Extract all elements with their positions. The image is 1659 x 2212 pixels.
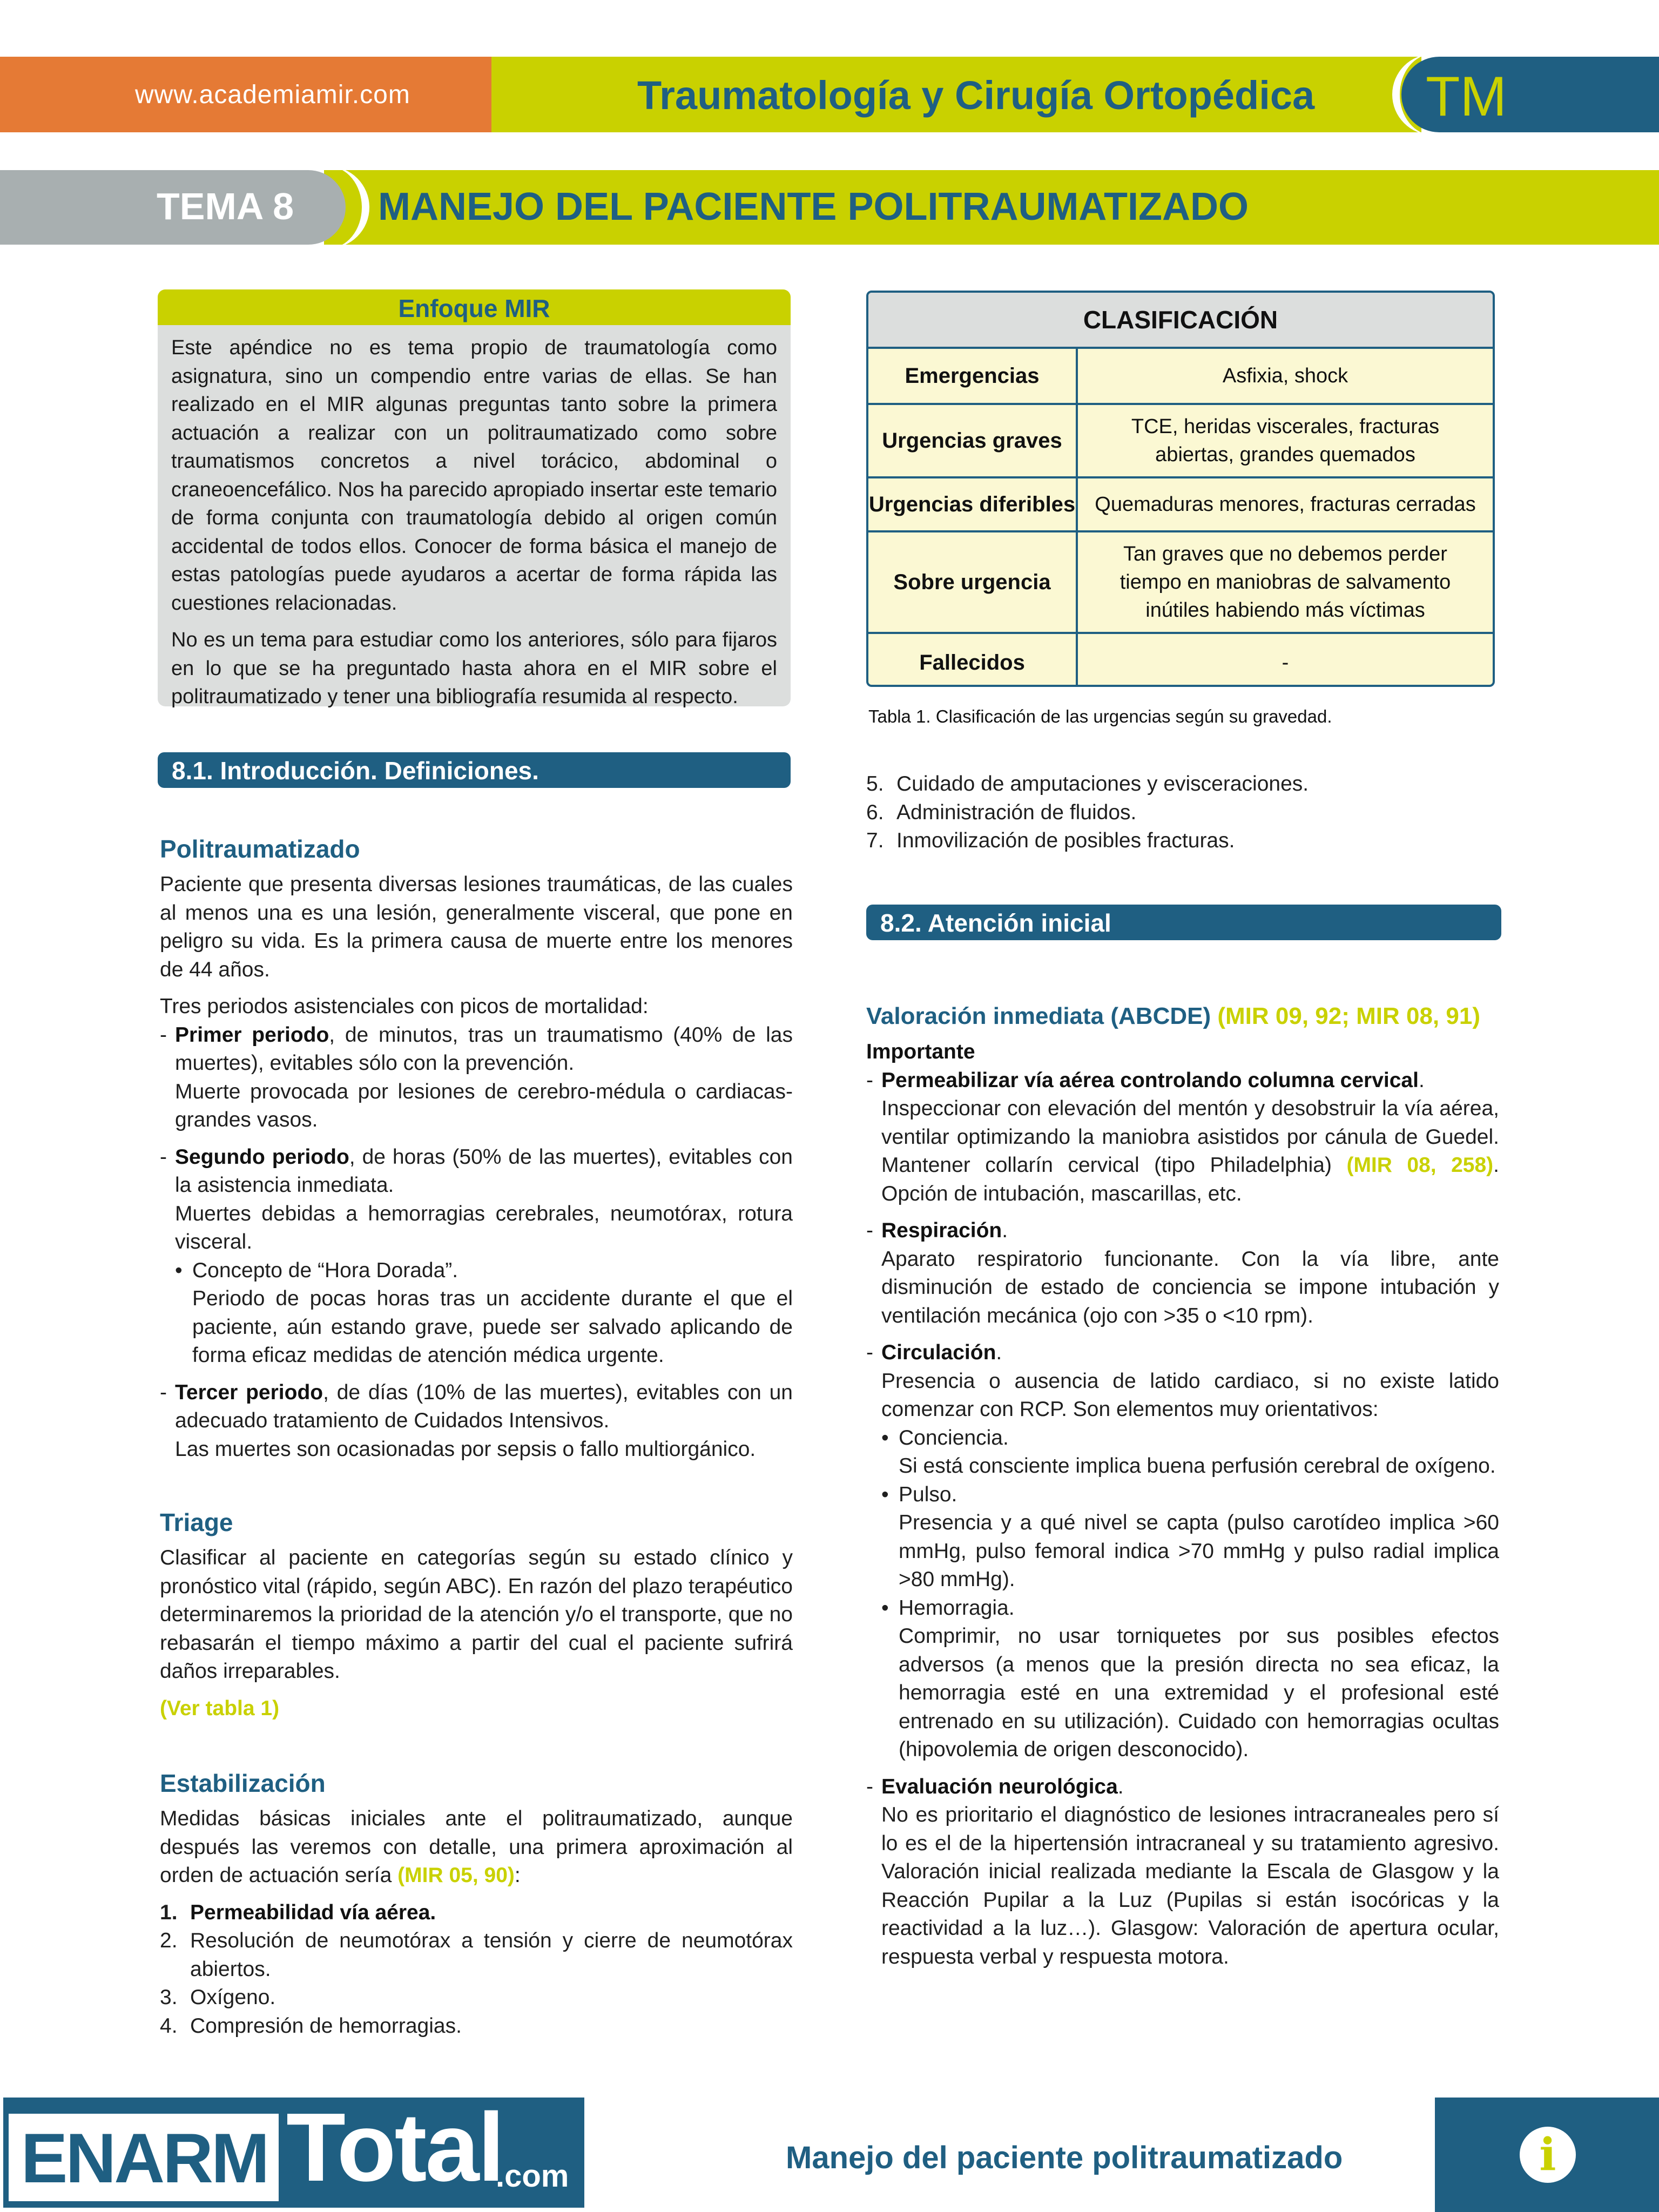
bullet-text: Si está consciente implica buena perfusión cerebral de oxígeno. [899, 1454, 1496, 1478]
subheading-estabilizacion: Estabilización [160, 1769, 326, 1797]
step-text: Resolución de neumotórax a tensión y cierre de neumotórax abiertos. [190, 1929, 793, 1981]
item-text: Inspeccionar con elevación del mentón y desobstruir la vía aérea, ventilar optimizando la maniobra asistidos por cánula de Guedel. Mantener collarín cervical (tipo Philadelphia) [881, 1097, 1499, 1177]
mir-reference: (MIR 09, 92; MIR 08, 91) [1217, 1003, 1480, 1029]
step-item [160, 1927, 793, 1984]
dash-marker: - [866, 1341, 873, 1364]
dash-marker: - [160, 1145, 167, 1169]
bullet-item [881, 1481, 1499, 1594]
table-cell-category: Urgencias graves [868, 405, 1078, 476]
enfoque-paragraph: No es un tema para estudiar como los anteriores, sólo para fijaros en lo que se ha preguntado hasta ahora en el MIR sobre el politraumatizado y tener una bibliografía resumida al respecto. [171, 629, 777, 708]
enfoque-title: Enfoque MIR [398, 294, 550, 322]
period-title: Tercer periodo [175, 1380, 323, 1404]
table-caption: Tabla 1. Clasificación de las urgencias según su gravedad. [868, 706, 1332, 726]
colon: : [514, 1864, 521, 1887]
table-row [868, 530, 1493, 632]
bullet-item [881, 1594, 1499, 1764]
abcde-item-circulacion: - Circulación. Presencia o ausencia de latido cardiaco, si no existe latido comenzar con RCP. Son elementos muy orientativos: • Conciencia. Si está consciente implica buena perfusión cerebral de oxígeno. • Pulso. Presencia y a qué nivel se capta (pulso carotídeo implica >60 mmHg, pulso femoral indica >70 mmHg y pulso radial implica >80 mmHg). • Hemorragia. Comprimir, no usar torniquetes por sus posibles efectos adversos (a menos que la presión directa no sea eficaz, la hemorragia esté en una extremidad y el profesional esté entrenado en su utilización). Cuidado con hemorragias ocultas (hipovolemia de origen desconocido). [866, 1339, 1499, 1764]
info-icon[interactable]: i [1520, 2127, 1576, 2183]
item-text: Aparato respiratorio funcionante. Con la vía libre, ante disminución de estado de conciencia se impone intubación y ventilación mecánica (ojo con >35 o <10 rpm). [881, 1247, 1499, 1327]
bullet-text: Comprimir, no usar torniquetes por sus posibles efectos adversos (a menos que la presión directa no sea eficaz, la hemorragia esté en una extremidad y el profesional esté entrenado en su utilización). Cuidado con hemorragias ocultas (hipovolemia de origen desconocido). [899, 1624, 1499, 1761]
politraumatizado-text [160, 871, 793, 1464]
section-title-8-1: 8.1. Introducción. Definiciones. [172, 757, 539, 785]
bullet-item [881, 1424, 1499, 1481]
bullet-title: Hemorragia. [899, 1596, 1015, 1620]
table-row [868, 403, 1493, 476]
bullet-marker: • [175, 1258, 183, 1282]
dash-marker: - [866, 1775, 873, 1798]
table-cell-description: Asfixia, shock [1222, 365, 1348, 387]
subheading-triage: Triage [160, 1508, 233, 1536]
bullet-title: Concepto de “Hora Dorada”. [192, 1258, 458, 1282]
step-number: 1. [160, 1900, 178, 1924]
subheading-valoracion [866, 1003, 1480, 1030]
paragraph: Clasificar al paciente en categorías según su estado clínico y pronóstico vital (rápido, según ABC). En razón del plazo terapéutico determinaremos la prioridad de la atención y/o el transporte, que no rebasarán el tiempo máximo a partir del cual el paciente sufrirá daños irreparables. [160, 1546, 793, 1683]
bullet-marker: • [881, 1426, 889, 1449]
bullet-title: Conciencia. [899, 1426, 1009, 1449]
step-item [160, 2012, 793, 2041]
step-text: Oxígeno. [190, 1986, 276, 2009]
footer-logo-total: Total [286, 2093, 503, 2202]
bullet-item [175, 1257, 793, 1370]
step-item [866, 827, 1499, 855]
table-cell-description: - [1282, 651, 1289, 674]
item-title: Evaluación neurológica [881, 1775, 1118, 1798]
item-title: Respiración [881, 1219, 1002, 1242]
header-url[interactable]: www.academiamir.com [135, 80, 410, 109]
step-text: Administración de fluidos. [896, 800, 1137, 824]
mir-reference: (MIR 05, 90) [397, 1864, 515, 1887]
dash-marker: - [160, 1023, 167, 1047]
page-title: MANEJO DEL PACIENTE POLITRAUMATIZADO [378, 185, 1249, 228]
section-title-8-2: 8.2. Atención inicial [880, 909, 1111, 937]
step-number: 2. [160, 1929, 178, 1952]
paragraph: Paciente que presenta diversas lesiones traumáticas, de las cuales al menos una es una lesión, generalmente visceral, que pone en peligro su vida. Es la primera causa de muerte entre los menores de 44 años. [160, 873, 793, 981]
table-header: CLASIFICACIÓN [868, 293, 1493, 347]
bullet-marker: • [881, 1596, 889, 1620]
item-text-tail: . Opción de intubación, mascarillas, etc. [881, 1154, 1500, 1205]
table-cell-category: Fallecidos [868, 634, 1078, 687]
period-text: , de horas (50% de las muertes), evitables con la asistencia inmediata. [175, 1145, 793, 1197]
atencion-inicial-text [866, 1038, 1499, 1971]
table-row [868, 347, 1493, 403]
period-title: Segundo periodo [175, 1145, 349, 1169]
step-item [866, 770, 1499, 799]
header-subject: Traumatología y Cirugía Ortopédica [637, 73, 1315, 118]
table-cell-description: Tan graves que no debemos perder tiempo en maniobras de salvamento inútiles habiendo más víctimas [1120, 543, 1451, 622]
table-cell-category: Urgencias diferibles [868, 478, 1078, 530]
item-title: Circulación [881, 1341, 996, 1364]
footer-logo-com: .com [496, 2159, 569, 2194]
header-badge: TM [1426, 65, 1507, 128]
estabilizacion-steps-continued [866, 770, 1499, 855]
step-item [866, 799, 1499, 827]
bullet-text: Periodo de pocas horas tras un accidente durante el que el paciente, aún estando grave, puede ser salvado aplicando de forma eficaz medidas de atención médica urgente. [192, 1287, 793, 1367]
footer-logo-enarm: ENARM [21, 2119, 268, 2197]
table-cell-description: Quemaduras menores, fracturas cerradas [1095, 493, 1476, 516]
bullet-text: Presencia y a qué nivel se capta (pulso carotídeo implica >60 mmHg, pulso femoral indica >70 mmHg y pulso radial implica >80 mmHg). [899, 1511, 1499, 1591]
item-text: Presencia o ausencia de latido cardiaco, si no existe latido comenzar con RCP. Son elementos muy orientativos: [881, 1369, 1499, 1421]
step-item [160, 1899, 793, 1927]
importante-label: Importante [866, 1040, 975, 1063]
enfoque-text [171, 334, 777, 711]
list-item [160, 1379, 793, 1464]
table-cell-category: Sobre urgencia [868, 532, 1078, 632]
dash-marker: - [866, 1068, 873, 1092]
bullet-marker: • [881, 1482, 889, 1506]
period-title: Primer periodo [175, 1023, 329, 1047]
dash-marker: - [160, 1380, 167, 1404]
item-title: Permeabilizar vía aérea controlando columna cervical [881, 1068, 1419, 1092]
footer-title: Manejo del paciente politraumatizado [786, 2140, 1343, 2175]
step-number: 3. [160, 1986, 178, 2009]
period-detail: Muerte provocada por lesiones de cerebro-médula o cardiacas-grandes vasos. [175, 1080, 793, 1131]
step-number: 4. [160, 2014, 178, 2038]
abcde-item-aerea: - Permeabilizar vía aérea controlando columna cervical. Inspeccionar con elevación del mentón y desobstruir la vía aérea, ventilar optimizando la maniobra asistidos por cánula de Guedel. Mantener collarín cervical (tipo Philadelphia) (MIR 08, 258). Opción de intubación, mascarillas, etc. [866, 1067, 1499, 1209]
enfoque-paragraph: Este apéndice no es tema propio de traumatología como asignatura, sino un compendio entre varias de ellas. Se han realizado en el MIR algunas preguntas tanto sobre la primera actuación a realizar con un politraumatizado como sobre traumatismos concretos a nivel torácico, abdominal o craneoencefálico. Nos ha parecido apropiado insertar este temario de forma conjunta con traumatología debido al origen común accidental de todos ellos. Conocer de forma básica el manejo de estas patologías puede ayudaros a acertar de forma rápida las cuestiones relacionadas. [171, 336, 777, 615]
paragraph: Tres periodos asistenciales con picos de mortalidad: [160, 995, 649, 1018]
tema-label: TEMA 8 [157, 185, 294, 227]
triage-text [160, 1544, 793, 1723]
period-text: , de minutos, tras un traumatismo (40% de las muertes), evitables sólo con la prevención. [175, 1023, 793, 1075]
list-item [160, 1021, 793, 1135]
paragraph: Medidas básicas iniciales ante el politraumatizado, aunque después las veremos con detalle, una primera aproximación al orden de actuación sería [160, 1807, 793, 1887]
table-cell-category: Emergencias [868, 349, 1078, 403]
step-text: Compresión de hemorragias. [190, 2014, 462, 2038]
period-detail: Muertes debidas a hemorragias cerebrales, neumotórax, rotura visceral. [175, 1202, 793, 1253]
list-item [160, 1143, 793, 1370]
period-text: , de días (10% de las muertes), evitables con un adecuado tratamiento de Cuidados Intensivos. [175, 1380, 793, 1432]
step-text: Permeabilidad vía aérea. [190, 1900, 436, 1924]
period-detail: Las muertes son ocasionadas por sepsis o fallo multiorgánico. [175, 1437, 756, 1461]
step-number: 6. [866, 800, 884, 824]
dash-marker: - [866, 1219, 873, 1242]
table-cell-description: TCE, heridas viscerales, fracturas abiertas, grandes quemados [1131, 415, 1440, 466]
subheading-politraumatizado: Politraumatizado [160, 835, 360, 863]
step-text: Cuidado de amputaciones y evisceraciones. [896, 772, 1309, 795]
step-number: 7. [866, 829, 884, 852]
abcde-item-neurologica: - Evaluación neurológica. No es prioritario el diagnóstico de lesiones intracraneales pero sí lo es el de la hipertensión intracraneal y su tratamiento agresivo. Valoración inicial realizada mediante la Escala de Glasgow y la Reacción Pupilar a la Luz (Pupilas si están isocóricas y la reactividad a la luz…). Glasgow: Valoración de apertura ocular, respuesta verbal y respuesta motora. [866, 1773, 1499, 1972]
estabilizacion-text [160, 1805, 793, 2040]
table-reference[interactable]: (Ver tabla 1) [160, 1696, 280, 1720]
step-item [160, 1984, 793, 2012]
table-row [868, 632, 1493, 687]
step-number: 5. [866, 772, 884, 795]
mir-reference: (MIR 08, 258) [1346, 1154, 1494, 1177]
step-text: Inmovilización de posibles fracturas. [896, 829, 1235, 852]
item-text: No es prioritario el diagnóstico de lesiones intracraneales pero sí lo es el de la hipertensión intracraneal y su tratamiento agresivo. Valoración inicial realizada mediante la Escala de Glasgow y la Reacción Pupilar a la Luz (Pupilas si están isocóricas y la reactividad a la luz…). Glasgow: Valoración de apertura ocular, respuesta verbal y respuesta motora. [881, 1803, 1499, 1968]
classification-table [866, 291, 1495, 687]
valoracion-title: Valoración inmediata (ABCDE) [866, 1003, 1211, 1029]
abcde-item-respiracion: - Respiración. Aparato respiratorio funcionante. Con la vía libre, ante disminución de estado de conciencia se impone intubación y ventilación mecánica (ojo con >35 o <10 rpm). [866, 1217, 1499, 1330]
bullet-title: Pulso. [899, 1482, 957, 1506]
table-row [868, 476, 1493, 530]
